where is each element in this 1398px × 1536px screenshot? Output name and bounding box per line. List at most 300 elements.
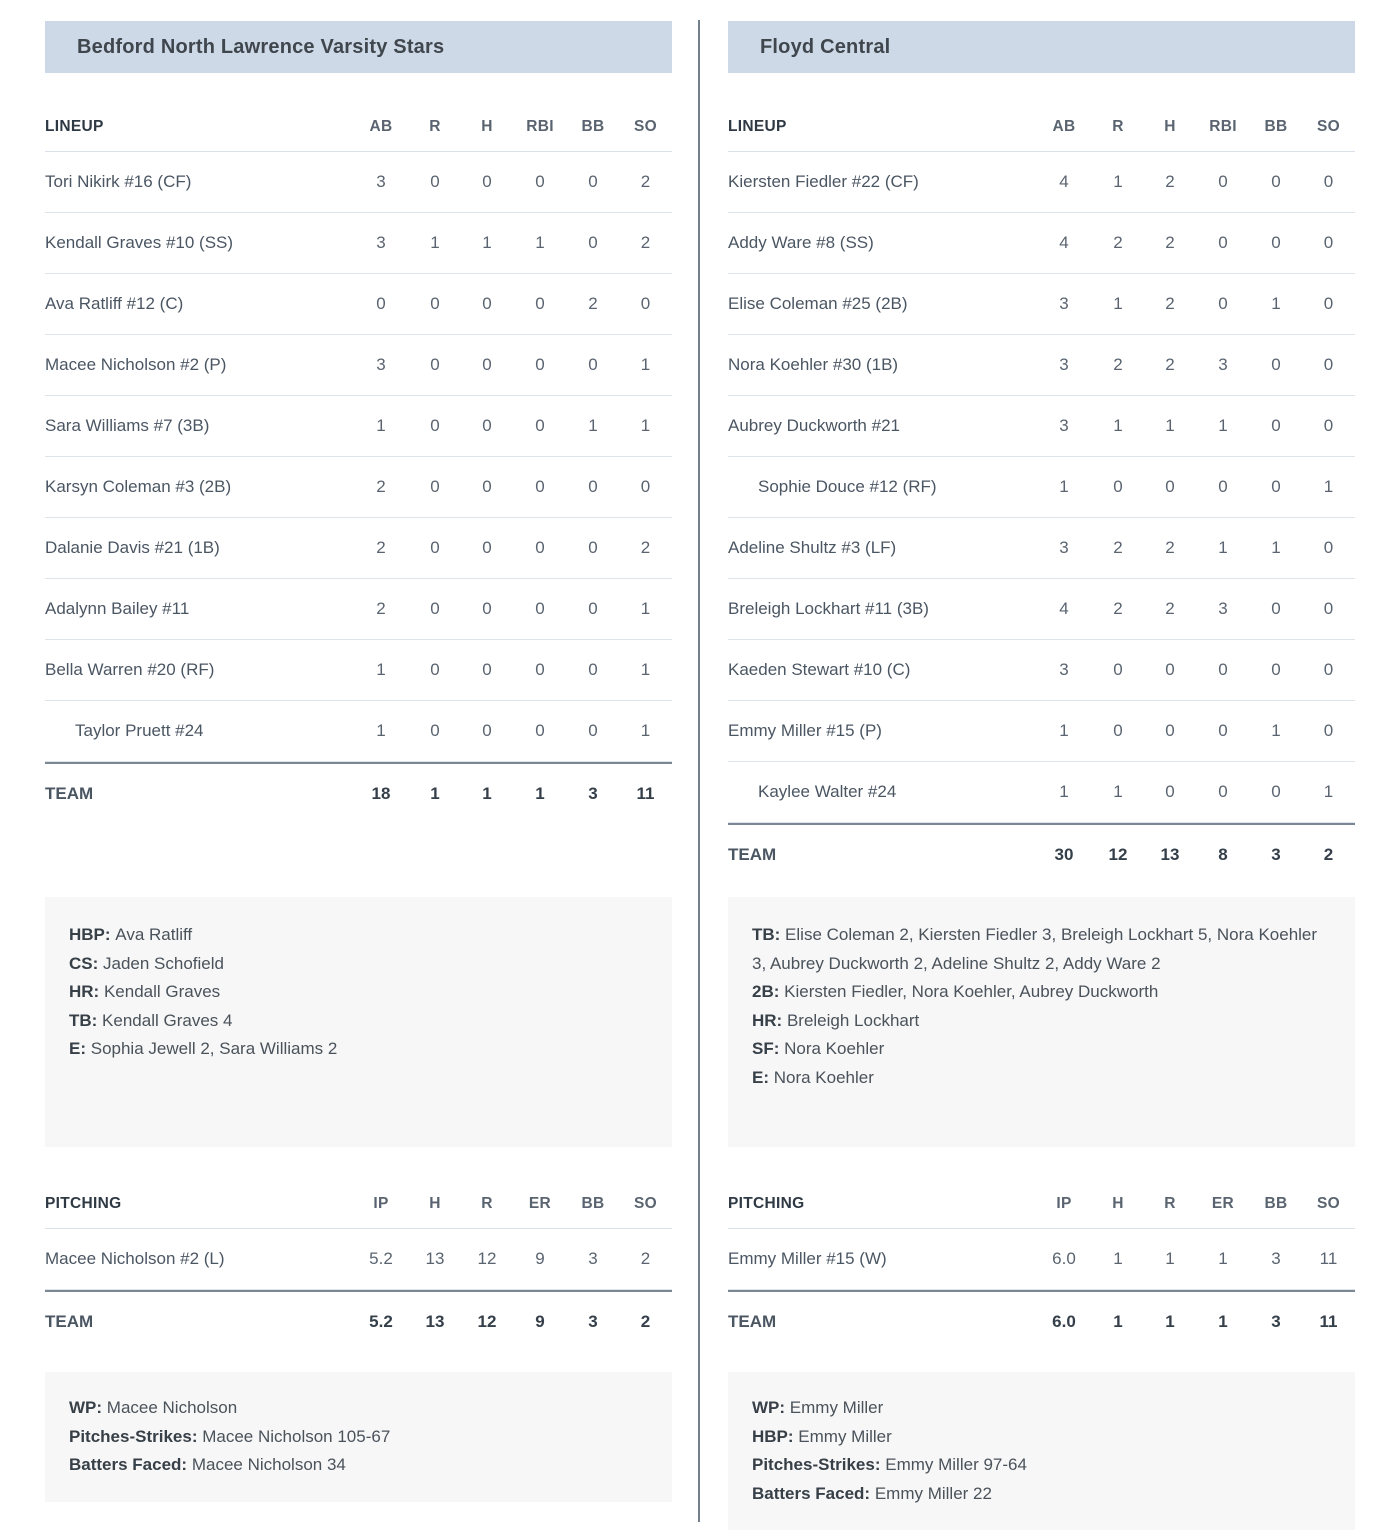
stat-value: 0 [640,477,651,496]
lineup-team-row [728,823,1355,885]
team-total-label: TEAM [45,784,94,803]
team-name: Bedford North Lawrence Varsity Stars [77,35,445,58]
note-value: Jaden Schofield [103,953,224,973]
note-line [752,1064,1331,1093]
note-value: Emmy Miller [789,1398,884,1417]
lineup-team-row [45,762,672,824]
stat-value: 0 [1218,172,1228,191]
player-name: Aubrey Duckworth #21 [728,416,900,435]
note-label: Pitches-Strikes: [752,1455,886,1474]
stat-value: 0 [535,294,545,313]
stat-value: 6.0 [1052,1249,1076,1268]
note-line [752,1423,1331,1452]
stat-value: 1 [640,660,651,679]
player-name: Kaylee Walter #24 [758,782,897,801]
stat-value: 0 [430,538,440,557]
stat-value: 3 [1059,660,1069,679]
lineup-row [45,152,672,213]
pitching-col-h: H [1112,1195,1124,1212]
pitching-col-h: H [429,1195,441,1212]
team-header-bar [45,21,672,73]
lineup-row [45,701,672,762]
note-value: Kendall Graves [103,982,221,1001]
stat-value: 2 [640,172,651,191]
player-name: Emmy Miller #15 (P) [728,721,882,740]
stat-value: 1 [376,660,386,679]
stat-value: 0 [1271,233,1281,252]
stat-value: 1 [535,233,545,252]
team-stat-value: 12 [477,1312,497,1331]
lineup-row [728,335,1355,396]
lineup-col-ab: AB [369,118,393,135]
pitching-col-er: ER [1211,1195,1235,1212]
stat-value: 0 [535,172,545,191]
team-total-label: TEAM [45,1312,94,1331]
note-label: 2B: [752,982,785,1001]
stat-value: 2 [640,1249,651,1268]
stat-value: 0 [1323,294,1334,313]
team-stat-value: 6.0 [1052,1312,1076,1331]
stat-value: 0 [482,416,492,435]
note-label: WP: [69,1398,107,1417]
note-label: WP: [752,1398,790,1417]
stat-value: 1 [1059,721,1069,740]
stat-value: 1 [1271,538,1281,557]
lineup-section [728,73,1355,897]
lineup-header-row [728,103,1355,152]
stat-value: 0 [1323,355,1334,374]
note-value: Nora Koehler [773,1067,874,1087]
player-name: Macee Nicholson #2 (L) [45,1249,225,1268]
stat-value: 0 [482,660,492,679]
stat-value: 1 [640,355,651,374]
team-stat-value: 3 [588,1312,598,1331]
player-name: Ava Ratliff #12 (C) [45,294,184,313]
stat-value: 0 [1218,660,1228,679]
stat-value: 1 [482,233,492,252]
player-name: Sophie Douce #12 (RF) [758,477,937,496]
team-column-home [45,0,672,1536]
lineup-section [45,73,672,897]
stat-value: 2 [1165,355,1175,374]
player-name: Adeline Shultz #3 (LF) [728,538,897,557]
lineup-row [728,274,1355,335]
stat-value: 2 [640,538,651,557]
stat-value: 2 [376,477,386,496]
stat-value: 0 [1165,782,1175,801]
lineup-col-r: R [429,118,441,135]
stat-value: 4 [1059,599,1069,618]
note-line [752,1394,1331,1423]
stat-value: 1 [1113,294,1123,313]
note-line [69,1451,648,1480]
stat-value: 1 [376,416,386,435]
player-name: Kaeden Stewart #10 (C) [728,660,911,679]
stat-value: 0 [535,721,545,740]
stat-value: 3 [1059,538,1069,557]
team-name: Floyd Central [760,35,891,58]
stat-value: 0 [482,172,492,191]
stat-value: 0 [535,660,545,679]
lineup-row [45,579,672,640]
stat-value: 0 [376,294,386,313]
team-total-label: TEAM [728,845,777,864]
note-label: Pitches-Strikes: [69,1426,203,1446]
stat-value: 4 [1059,172,1069,191]
stat-value: 0 [430,477,440,496]
pitching-row [45,1229,672,1290]
note-line [752,978,1331,1007]
pitching-team-row [728,1290,1355,1352]
stat-value: 0 [482,294,492,313]
stat-value: 2 [1113,599,1123,618]
stat-value: 1 [1271,294,1281,313]
stat-value: 0 [430,355,440,374]
note-line [752,1007,1331,1036]
stat-value: 0 [1323,416,1334,435]
stat-value: 1 [1113,416,1123,435]
stat-value: 0 [430,599,440,618]
stat-value: 0 [1323,172,1334,191]
stat-value: 3 [1059,355,1069,374]
note-label: TB: [752,925,786,944]
stat-value: 0 [1218,782,1228,801]
stat-value: 0 [482,355,492,374]
stat-value: 1 [1059,477,1069,496]
note-line [69,1035,648,1064]
lineup-col-r: R [1112,118,1124,135]
lineup-col-so: SO [634,118,657,135]
player-name: Karsyn Coleman #3 (2B) [45,477,232,496]
stat-value: 0 [588,355,598,374]
team-stat-value: 13 [425,1312,445,1331]
lineup-row [45,335,672,396]
note-line [752,921,1331,978]
stat-value: 0 [640,294,651,313]
note-label: E: [69,1039,91,1058]
note-line [69,1394,648,1423]
player-name: Taylor Pruett #24 [75,721,204,740]
note-value: Elise Coleman 2, Kiersten Fiedler 3, Breleigh Lockhart 5, Nora Koehler 3, Aubrey Duckworth 2, Adeline Shultz 2, Addy Ware 2 [752,925,1318,973]
pitching-team-row [45,1290,672,1352]
stat-value: 2 [1165,233,1175,252]
lineup-col-rbi: RBI [526,118,554,135]
stat-value: 0 [482,477,492,496]
stat-value: 1 [1059,782,1069,801]
pitching-col-bb: BB [1264,1195,1288,1212]
stat-value: 0 [430,660,440,679]
stat-value: 0 [482,721,492,740]
stat-value: 0 [1271,477,1281,496]
note-value: Emmy Miller 22 [874,1483,992,1503]
team-stat-value: 8 [1218,845,1228,864]
lineup-row [45,274,672,335]
team-stat-value: 1 [1165,1312,1175,1331]
stat-value: 0 [1165,477,1175,496]
lineup-row [45,518,672,579]
team-stat-value: 1 [1218,1312,1228,1331]
team-stat-value: 3 [1271,845,1281,864]
stat-value: 9 [535,1249,545,1268]
player-name: Adalynn Bailey #11 [45,599,190,618]
note-label: SF: [752,1039,785,1058]
lineup-header-row [45,103,672,152]
stat-value: 0 [588,477,598,496]
stat-value: 2 [588,294,598,313]
note-value: Ava Ratliff [115,925,193,944]
stat-value: 1 [1113,782,1123,801]
team-stat-value: 1 [430,784,440,803]
note-line [69,978,648,1007]
stat-value: 3 [376,233,386,252]
pitching-title: PITCHING [45,1195,122,1212]
note-line [752,1451,1331,1480]
stat-value: 0 [482,538,492,557]
stat-value: 0 [1271,416,1281,435]
stat-value: 2 [640,233,651,252]
lineup-col-so: SO [1317,118,1340,135]
player-name: Dalanie Davis #21 (1B) [45,538,220,557]
note-label: Batters Faced: [69,1455,192,1474]
team-stat-value: 1 [535,784,545,803]
pitching-col-r: R [1164,1195,1176,1212]
stat-value: 0 [535,416,545,435]
team-stat-value: 18 [371,784,391,803]
stat-value: 1 [1113,1249,1123,1268]
stat-value: 0 [430,416,440,435]
pitching-title: PITCHING [728,1195,805,1212]
team-stat-value: 11 [636,784,655,803]
batting-notes [728,897,1355,1147]
note-line [69,1423,648,1452]
player-name: Nora Koehler #30 (1B) [728,355,899,374]
stat-value: 0 [1323,538,1334,557]
stat-value: 0 [1271,355,1281,374]
stat-value: 2 [1113,538,1123,557]
player-name: Kendall Graves #10 (SS) [45,233,234,252]
stat-value: 1 [1323,782,1334,801]
stat-value: 1 [640,599,651,618]
note-value: Emmy Miller 97-64 [885,1455,1027,1474]
note-value: Emmy Miller [798,1426,892,1446]
stat-value: 1 [1271,721,1281,740]
note-line [69,921,648,950]
note-line [69,1007,648,1036]
note-value: Nora Koehler [784,1039,885,1058]
note-line [752,1480,1331,1509]
lineup-row [728,152,1355,213]
team-stat-value: 3 [588,784,598,803]
stat-value: 0 [535,538,545,557]
player-name: Bella Warren #20 (RF) [45,660,215,679]
stat-value: 2 [1165,294,1175,313]
stat-value: 0 [430,721,440,740]
stat-value: 2 [1165,538,1175,557]
lineup-title: LINEUP [728,118,787,135]
note-line [69,950,648,979]
stat-value: 0 [535,477,545,496]
stat-value: 1 [1218,416,1228,435]
player-name: Elise Coleman #25 (2B) [728,294,908,313]
stat-value: 3 [1271,1249,1281,1268]
stat-value: 3 [1059,416,1069,435]
team-stat-value: 2 [1323,845,1334,864]
stat-value: 0 [1165,721,1175,740]
stat-value: 3 [376,172,386,191]
lineup-col-bb: BB [1264,118,1288,135]
stat-value: 0 [1323,660,1334,679]
note-label: CS: [69,953,103,973]
lineup-table [45,103,672,824]
stat-value: 0 [482,599,492,618]
stat-value: 0 [1271,660,1281,679]
pitching-header-row [45,1180,672,1229]
pitching-col-r: R [481,1195,493,1212]
lineup-row [45,396,672,457]
lineup-col-bb: BB [581,118,605,135]
stat-value: 0 [588,721,598,740]
pitching-notes [728,1372,1355,1530]
lineup-row [45,457,672,518]
note-value: Sophia Jewell 2, Sara Williams 2 [90,1039,338,1058]
note-value: Macee Nicholson 34 [191,1455,346,1474]
stat-value: 0 [1218,721,1228,740]
note-label: Batters Faced: [752,1483,875,1503]
stat-value: 0 [1323,599,1334,618]
note-label: HR: [752,1010,787,1030]
team-stat-value: 5.2 [369,1312,393,1331]
stat-value: 2 [376,599,386,618]
player-name: Addy Ware #8 (SS) [728,233,874,252]
batting-notes [45,897,672,1147]
stat-value: 1 [1165,1249,1175,1268]
stat-value: 0 [588,172,598,191]
stat-value: 1 [588,416,598,435]
stat-value: 1 [640,721,651,740]
stat-value: 2 [1113,233,1123,252]
note-value: Macee Nicholson [106,1398,238,1417]
pitching-col-er: ER [528,1195,552,1212]
stat-value: 2 [376,538,386,557]
stat-value: 0 [535,599,545,618]
stat-value: 0 [588,599,598,618]
stat-value: 1 [1323,477,1334,496]
lineup-row [728,396,1355,457]
stat-value: 11 [1319,1249,1338,1268]
stat-value: 0 [1113,660,1123,679]
note-label: E: [752,1067,774,1087]
stat-value: 3 [376,355,386,374]
player-name: Breleigh Lockhart #11 (3B) [728,599,929,618]
lineup-col-h: H [1164,118,1176,135]
stat-value: 0 [588,660,598,679]
team-stat-value: 13 [1160,845,1180,864]
stat-value: 0 [1271,782,1281,801]
note-label: HBP: [69,925,116,944]
team-column-away [728,0,1355,1536]
team-stat-value: 1 [482,784,492,803]
note-label: TB: [69,1010,103,1030]
pitching-header-row [728,1180,1355,1229]
pitching-col-bb: BB [581,1195,605,1212]
stat-value: 5.2 [369,1249,393,1268]
lineup-row [728,762,1355,823]
team-header-bar [728,21,1355,73]
lineup-row [728,579,1355,640]
stat-value: 2 [1165,599,1175,618]
stat-value: 0 [1113,721,1123,740]
team-stat-value: 1 [1113,1312,1123,1331]
stat-value: 0 [430,172,440,191]
note-value: Breleigh Lockhart [786,1010,920,1030]
lineup-col-rbi: RBI [1209,118,1237,135]
stat-value: 2 [1165,172,1175,191]
note-value: Macee Nicholson 105-67 [202,1426,391,1446]
stat-value: 0 [535,355,545,374]
stat-value: 0 [1113,477,1123,496]
pitching-table [728,1180,1355,1352]
player-name: Macee Nicholson #2 (P) [45,355,227,374]
stat-value: 0 [588,233,598,252]
player-name: Sara Williams #7 (3B) [45,416,210,435]
stat-value: 0 [1323,233,1334,252]
stat-value: 2 [1113,355,1123,374]
stat-value: 0 [1323,721,1334,740]
stat-value: 1 [1113,172,1123,191]
pitching-col-so: SO [1317,1195,1340,1212]
stat-value: 3 [1059,294,1069,313]
lineup-title: LINEUP [45,118,104,135]
player-name: Kiersten Fiedler #22 (CF) [728,172,919,191]
pitching-col-ip: IP [1056,1195,1072,1212]
stat-value: 1 [1218,1249,1228,1268]
team-stat-value: 12 [1108,845,1128,864]
lineup-row [45,213,672,274]
stat-value: 3 [1218,599,1228,618]
stat-value: 1 [430,233,440,252]
note-value: Kiersten Fiedler, Nora Koehler, Aubrey Duckworth [784,982,1159,1001]
stat-value: 1 [376,721,386,740]
stat-value: 0 [1165,660,1175,679]
stat-value: 0 [1271,599,1281,618]
team-stat-value: 30 [1054,845,1074,864]
pitching-col-so: SO [634,1195,657,1212]
lineup-row [728,213,1355,274]
lineup-row [728,518,1355,579]
note-line [752,1035,1331,1064]
stat-value: 0 [1218,294,1228,313]
stat-value: 0 [1218,477,1228,496]
stat-value: 3 [1218,355,1228,374]
stat-value: 1 [1218,538,1228,557]
pitching-table [45,1180,672,1352]
team-total-label: TEAM [728,1312,777,1331]
team-stat-value: 3 [1271,1312,1281,1331]
stat-value: 0 [1271,172,1281,191]
lineup-row [728,701,1355,762]
lineup-row [45,640,672,701]
player-name: Emmy Miller #15 (W) [728,1249,887,1268]
lineup-row [728,640,1355,701]
stat-value: 0 [588,538,598,557]
player-name: Tori Nikirk #16 (CF) [45,172,192,191]
stat-value: 3 [588,1249,598,1268]
stat-value: 0 [430,294,440,313]
stat-value: 12 [477,1249,497,1268]
stat-value: 13 [425,1249,445,1268]
lineup-row [728,457,1355,518]
pitching-col-ip: IP [373,1195,389,1212]
